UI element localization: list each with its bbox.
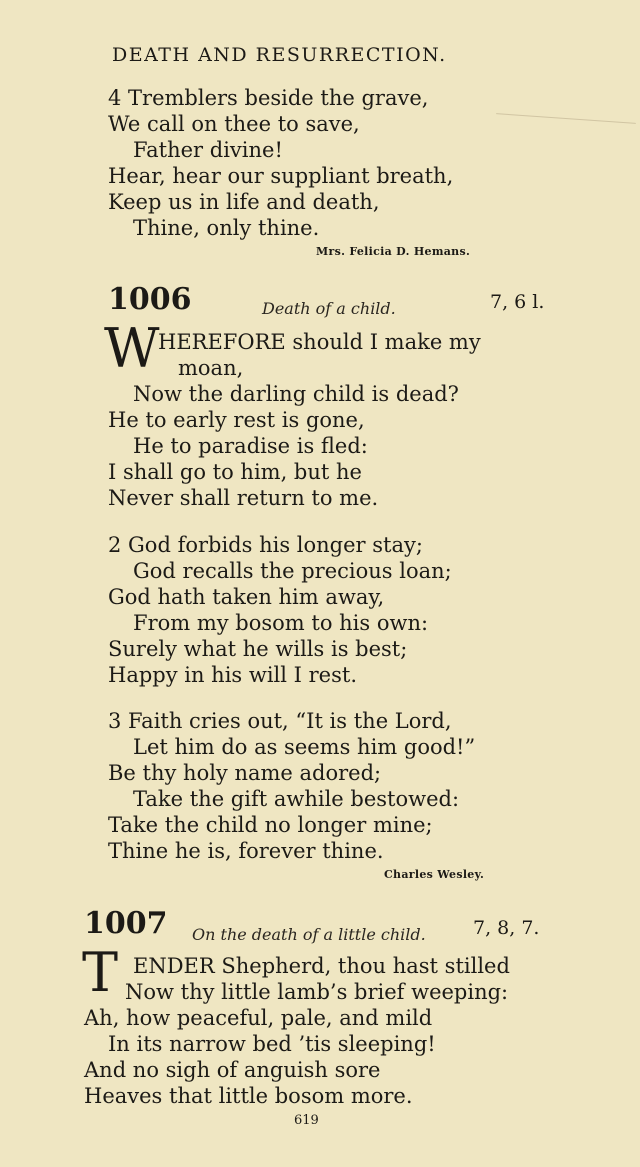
verse-line: He to paradise is fled:	[133, 434, 368, 458]
verse-line: Now the darling child is dead?	[133, 382, 459, 406]
hymn-title: Death of a child.	[262, 299, 396, 318]
verse-line: God recalls the precious loan;	[133, 559, 452, 583]
verse-line: Take the child no longer mine;	[108, 813, 433, 837]
verse-line: Ah, how peaceful, pale, and mild	[84, 1006, 433, 1030]
verse-line: Be thy holy name adored;	[108, 761, 382, 785]
verse-line: Surely what he wills is best;	[108, 637, 408, 661]
verse-line: We call on thee to save,	[108, 112, 360, 136]
verse-line: HEREFORE should I make my	[158, 330, 481, 354]
verse-line: Thine he is, forever thine.	[108, 839, 384, 863]
hymn-number: 1006	[108, 282, 192, 317]
hymn-meter: 7, 8, 7.	[473, 917, 540, 939]
verse-line: God hath taken him away,	[108, 585, 385, 609]
verse-line: Father divine!	[133, 138, 283, 162]
hymn-number: 1007	[84, 906, 168, 941]
verse-line: Thine, only thine.	[133, 216, 320, 240]
drop-cap: T	[82, 941, 119, 1004]
verse-line: In its narrow bed ’tis sleeping!	[108, 1032, 436, 1056]
paper-mark	[496, 113, 636, 124]
drop-cap: W	[104, 317, 160, 380]
page-number: 619	[294, 1113, 319, 1128]
verse-line: Heaves that little bosom more.	[84, 1084, 413, 1108]
verse-line: He to early rest is gone,	[108, 408, 365, 432]
verse-line: From my bosom to his own:	[133, 611, 429, 635]
verse-line: 3 Faith cries out, “It is the Lord,	[108, 709, 452, 733]
author-attribution: Charles Wesley.	[384, 868, 485, 881]
verse-line: Let him do as seems him good!”	[133, 735, 476, 759]
hymn-meter: 7, 6 l.	[490, 291, 545, 313]
verse-line: 4 Tremblers beside the grave,	[108, 86, 429, 110]
verse-line: Now thy little lamb’s brief weeping:	[125, 980, 509, 1004]
hymn-title: On the death of a little child.	[192, 925, 426, 944]
verse-line: Keep us in life and death,	[108, 190, 380, 214]
verse-line: 2 God forbids his longer stay;	[108, 533, 423, 557]
author-attribution: Mrs. Felicia D. Hemans.	[316, 245, 471, 258]
verse-line: Never shall return to me.	[108, 486, 379, 510]
running-header: DEATH AND RESURRECTION.	[112, 44, 447, 66]
verse-line: Take the gift awhile bestowed:	[133, 787, 460, 811]
verse-line: I shall go to him, but he	[108, 460, 362, 484]
verse-line: Hear, hear our suppliant breath,	[108, 164, 454, 188]
verse-line: ENDER Shepherd, thou hast stilled	[133, 954, 510, 978]
verse-line: Happy in his will I rest.	[108, 663, 357, 687]
verse-line: And no sigh of anguish sore	[84, 1058, 381, 1082]
verse-line: moan,	[178, 356, 244, 380]
